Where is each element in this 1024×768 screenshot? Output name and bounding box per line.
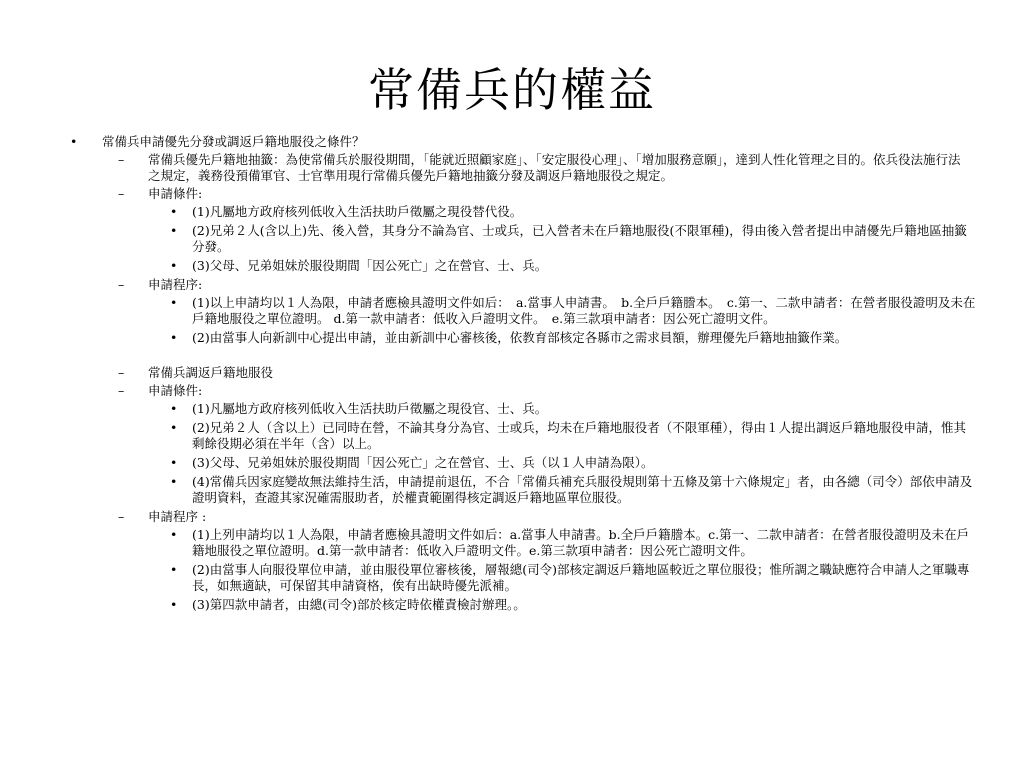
bullet-marker: • (170, 258, 178, 273)
bullet-marker: • (170, 223, 178, 238)
bullet-marker: • (170, 420, 178, 435)
list-item (0, 597, 1024, 613)
sub-bullet-heading (0, 365, 1024, 381)
bullet-marker: • (70, 134, 78, 149)
list-item-text: (1)上列申請均以１人為限，申請者應檢具證明文件如后：a.當事人申請書。b.全戶戶籍謄本。c.第一、二款申請者：在營者服役證明及未在戶籍地服役之單位證明。d.第一款申請者：低收入戶證明文件。e.第三款項申請者：因公死亡證明文件。 (192, 527, 970, 558)
sub-bullet-procedure (0, 277, 1024, 293)
list-item (0, 258, 1024, 274)
bullet-marker: • (170, 455, 178, 470)
sub-bullet-text: 常備兵優先戶籍地抽籤：為使常備兵於服役期間，「能就近照顧家庭」、「安定服役心理」、「增加服務意願」，達到人性化管理之目的。依兵役法施行法之規定，義務役預備軍官、士官準用現行常備兵優先戶籍地抽籤分發及調返戶籍地服役之規定。 (148, 152, 961, 183)
sub-bullet-conditions (0, 383, 1024, 399)
sub-bullet-intro (0, 152, 1024, 184)
list-item-text: (3)父母、兄弟姐妹於服役期間「因公死亡」之在營官、士、兵。 (192, 258, 548, 273)
slide-title: 常備兵的權益 (368, 63, 656, 117)
list-item-text: (1)凡屬地方政府核列低收入生活扶助戶徵屬之現役官、士、兵。 (192, 401, 548, 416)
sub-bullet-text: 申請程序: (148, 277, 203, 292)
sub-bullet-text: 常備兵調返戶籍地服役 (148, 365, 274, 380)
dash-marker: – (118, 509, 125, 524)
list-item (0, 562, 1024, 594)
list-item (0, 223, 1024, 255)
list-item (0, 295, 1024, 327)
list-item-text: (3)第四款申請者，由總(司令)部於核定時依權責檢討辦理。。 (192, 597, 526, 612)
bullet-marker: • (170, 295, 178, 310)
dash-marker: – (118, 186, 125, 201)
sub-bullet-text: 申請程序 : (148, 509, 207, 524)
spacer (0, 349, 1024, 365)
bullet-marker: • (170, 474, 178, 489)
list-item-text: (2)兄弟２人（含以上）已同時在營，不論其身分為官、士或兵，均未在戶籍地服役者（不限軍種），得由１人提出調返戶籍地服役申請，惟其剩餘役期必須在半年（含）以上。 (192, 420, 966, 451)
list-item (0, 204, 1024, 220)
slide-body (0, 134, 1024, 616)
bullet-marker: • (170, 562, 178, 577)
bullet-marker: • (170, 527, 178, 542)
list-item-text: (1)凡屬地方政府核列低收入生活扶助戶徵屬之現役替代役。 (192, 204, 523, 219)
list-item-text: (3)父母、兄弟姐妹於服役期間「因公死亡」之在營官、士、兵（以１人申請為限）。 (192, 455, 654, 470)
bullet-level1 (0, 134, 1024, 150)
bullet-marker: • (170, 401, 178, 416)
list-item (0, 474, 1024, 506)
dash-marker: – (118, 152, 125, 167)
list-item (0, 330, 1024, 346)
list-item-text: (2)由當事人向服役單位申請，並由服役單位審核後，層報總(司令)部核定調返戶籍地區較近之單位服役；惟所調之職缺應符合申請人之軍職專長，如無適缺，可保留其申請資格，俟有出缺時優先派補。 (192, 562, 970, 593)
sub-bullet-procedure (0, 509, 1024, 525)
bullet-marker: • (170, 597, 178, 612)
sub-bullet-text: 申請條件: (148, 186, 203, 201)
dash-marker: – (118, 383, 125, 398)
list-item-text: (2)由當事人向新訓中心提出申請，並由新訓中心審核後，依教育部核定各縣市之需求員額，辦理優先戶籍地抽籤作業。 (192, 330, 848, 345)
list-item-text: (1)以上申請均以１人為限，申請者應檢具證明文件如后： a.當事人申請書。 b.全戶戶籍謄本。 c.第一、二款申請者：在營者服役證明及未在戶籍地服役之單位證明。 d.第一款申請者：低收入戶證明文件。 e.第三款項申請者：因公死亡證明文件。 (192, 295, 976, 326)
list-item (0, 455, 1024, 471)
sub-bullet-text: 申請條件: (148, 383, 203, 398)
bullet-marker: • (170, 330, 178, 345)
list-item-text: (2)兄弟２人(含以上)先、後入營，其身分不論為官、士或兵，已入營者未在戶籍地服役(不限軍種)，得由後入營者提出申請優先戶籍地區抽籤分發。 (192, 223, 967, 254)
bullet-text: 常備兵申請優先分發或調返戶籍地服役之條件？ (102, 134, 365, 149)
dash-marker: – (118, 365, 125, 380)
list-item (0, 401, 1024, 417)
dash-marker: – (118, 277, 125, 292)
bullet-marker: • (170, 204, 178, 219)
list-item (0, 420, 1024, 452)
sub-bullet-conditions (0, 186, 1024, 202)
list-item (0, 527, 1024, 559)
list-item-text: (4)常備兵因家庭變故無法維持生活，申請提前退伍，不合「常備兵補充兵服役規則第十五條及第十六條規定」者，由各總（司令）部依申請及證明資料，查證其家況確需服助者，於權責範圍得核定調返戶籍地區單位服役。 (192, 474, 973, 505)
